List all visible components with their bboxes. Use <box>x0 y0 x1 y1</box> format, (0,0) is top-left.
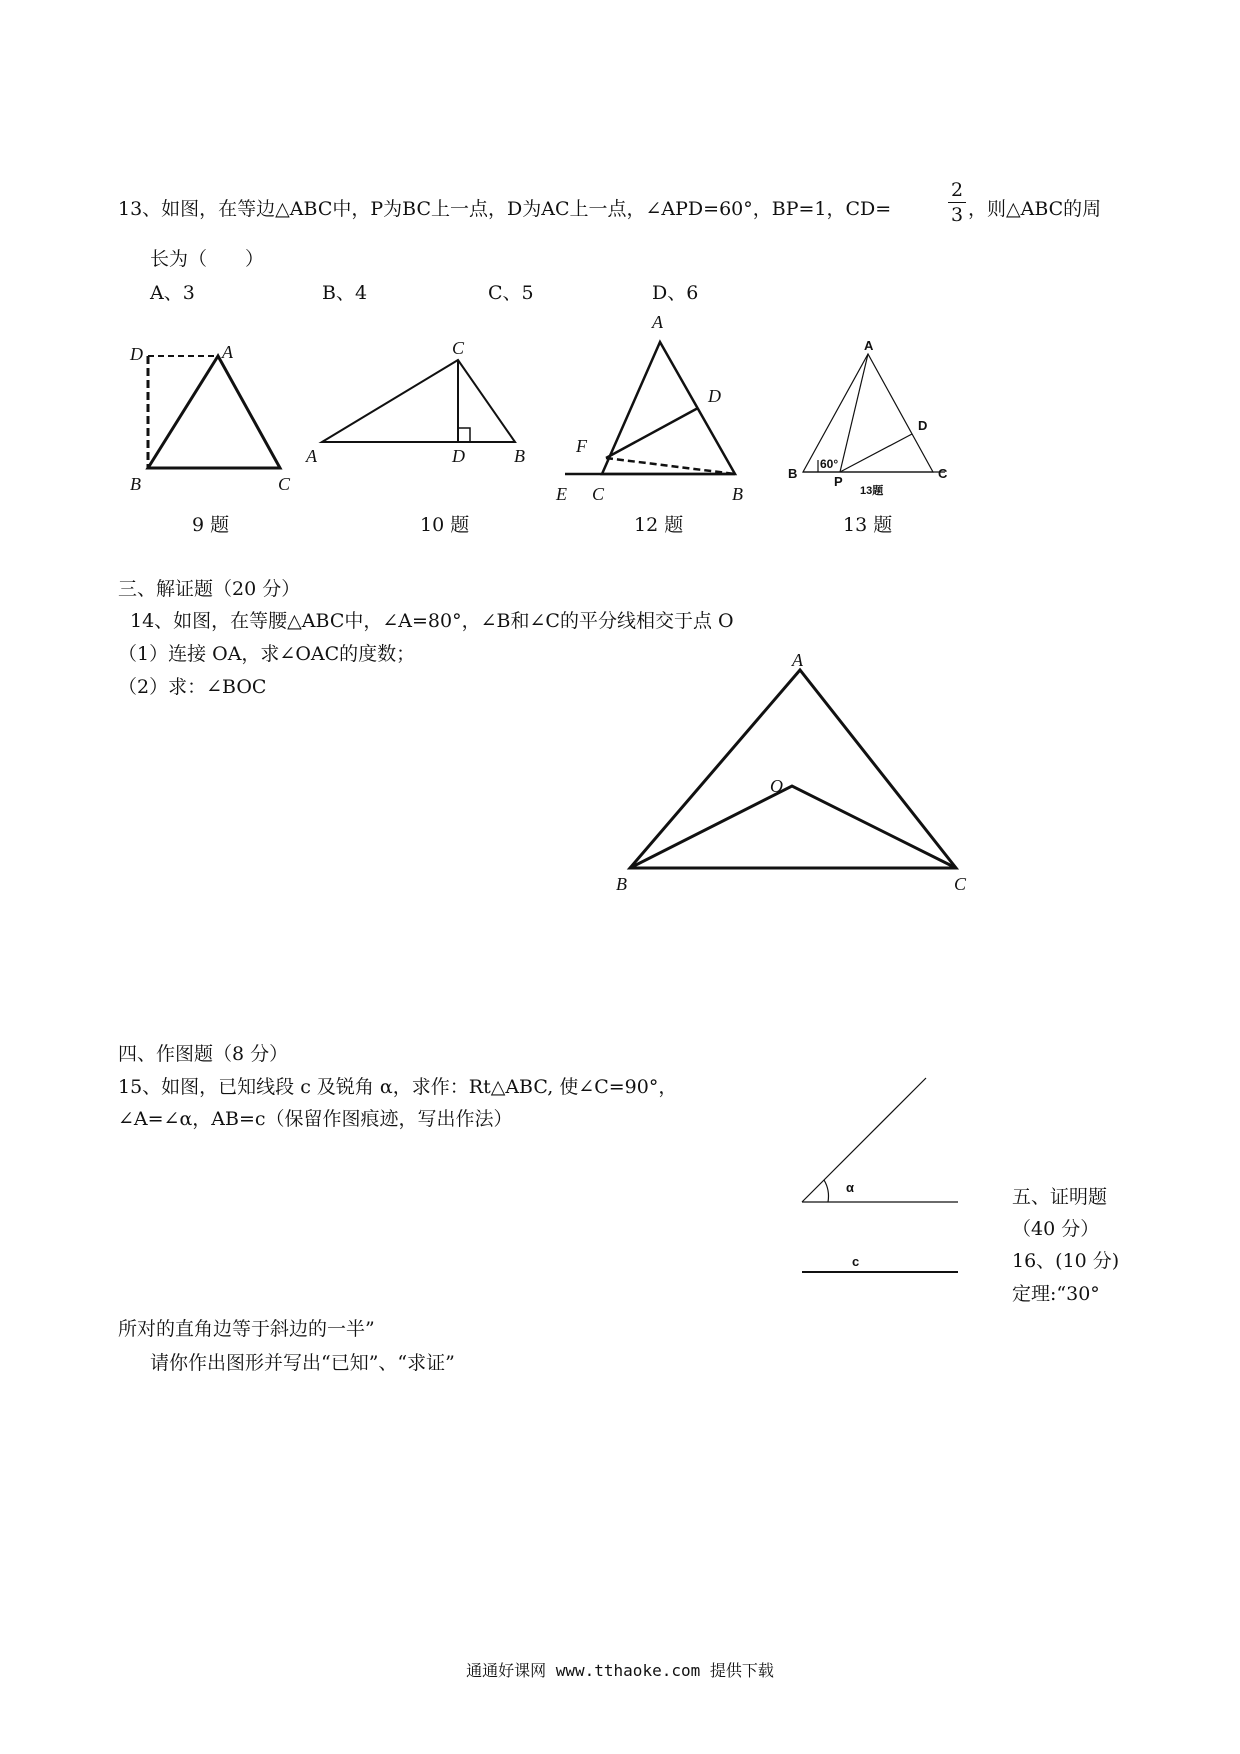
page-footer: 通通好课网 www.tthaoke.com 提供下载 <box>466 1661 774 1680</box>
figure-12 <box>550 310 750 510</box>
q16-line1: 16、(10 分) <box>1012 1250 1120 1272</box>
figure-15 <box>790 1060 970 1290</box>
q13-option-a: A、3 <box>150 282 195 304</box>
fig10-caption: 10 题 <box>420 514 470 536</box>
q13-fraction-numerator: 2 <box>948 178 966 203</box>
fig9-caption: 9 题 <box>192 514 230 536</box>
q13-option-c: C、5 <box>488 282 534 304</box>
section5-heading: 五、证明题 <box>1012 1186 1108 1208</box>
q13-line2: 长为（ ） <box>150 248 265 270</box>
q16-line2: 定理:“30° <box>1012 1283 1100 1305</box>
fig12-label-d: D <box>708 386 721 406</box>
q14-part2: （2）求：∠BOC <box>118 676 267 698</box>
fig12-label-b: B <box>732 484 743 504</box>
figure-10 <box>300 330 540 470</box>
q13-line1-suffix: ，则△ABC的周 <box>968 198 1102 220</box>
segment-c-label: c <box>852 1254 860 1269</box>
fig14-label-a: A <box>792 650 803 670</box>
q15-line1: 15、如图，已知线段 c 及锐角 α，求作：Rt△ABC, 使∠C=90°， <box>118 1076 678 1098</box>
fig10-label-c: C <box>452 338 465 358</box>
fig13-label-d: D <box>918 418 928 433</box>
figure-13 <box>780 330 960 500</box>
figure-9 <box>120 330 300 500</box>
q13-option-b: B、4 <box>322 282 368 304</box>
figure-14 <box>600 650 980 900</box>
fig12-label-c: C <box>592 484 605 504</box>
q13-fraction-denominator: 3 <box>950 204 964 226</box>
fig13-label-b: B <box>788 466 798 481</box>
fig13-label-60: 60° <box>820 457 839 471</box>
fig9-label-b: B <box>130 474 141 494</box>
q15-line2: ∠A=∠α，AB=c（保留作图痕迹，写出作法） <box>118 1108 513 1130</box>
fig10-label-b: B <box>514 446 525 466</box>
section4-heading: 四、作图题（8 分） <box>118 1043 289 1065</box>
fig12-label-f: F <box>576 436 587 456</box>
q16-line4: 请你作出图形并写出“已知”、“求证” <box>150 1352 455 1374</box>
fig9-label-c: C <box>278 474 291 494</box>
q13-line1-prefix: 13、如图，在等边△ABC中，P为BC上一点，D为AC上一点，∠APD=60°，BP=1，CD= <box>118 198 892 220</box>
alpha-label: α <box>846 1180 854 1195</box>
fig12-label-e: E <box>556 484 567 504</box>
q16-line3: 所对的直角边等于斜边的一半” <box>118 1318 375 1340</box>
fig10-label-a: A <box>306 446 317 466</box>
section5-points: （40 分） <box>1012 1218 1100 1240</box>
fig14-label-c: C <box>954 874 967 894</box>
section3-heading: 三、解证题（20 分） <box>118 578 301 600</box>
fig12-caption: 12 题 <box>634 514 684 536</box>
fig14-label-b: B <box>616 874 627 894</box>
q13-fraction <box>948 178 966 227</box>
fig13-label-p: P <box>834 474 843 489</box>
q13-option-d: D、6 <box>652 282 699 304</box>
fig13-inner-caption: 13题 <box>860 485 884 497</box>
fig13-label-c: C <box>938 466 948 481</box>
fig9-label-d: D <box>130 344 143 364</box>
fig13-caption: 13 题 <box>843 514 893 536</box>
fig13-label-a: A <box>864 338 874 353</box>
fig10-label-d: D <box>452 446 465 466</box>
fig9-label-a: A <box>222 342 233 362</box>
fig14-label-o: O <box>770 776 783 796</box>
q13-line1 <box>118 198 891 221</box>
q14-text: 14、如图，在等腰△ABC中，∠A=80°，∠B和∠C的平分线相交于点 O <box>130 610 734 632</box>
q14-part1: （1）连接 OA，求∠OAC的度数； <box>118 643 416 665</box>
fig12-label-a: A <box>652 312 663 332</box>
